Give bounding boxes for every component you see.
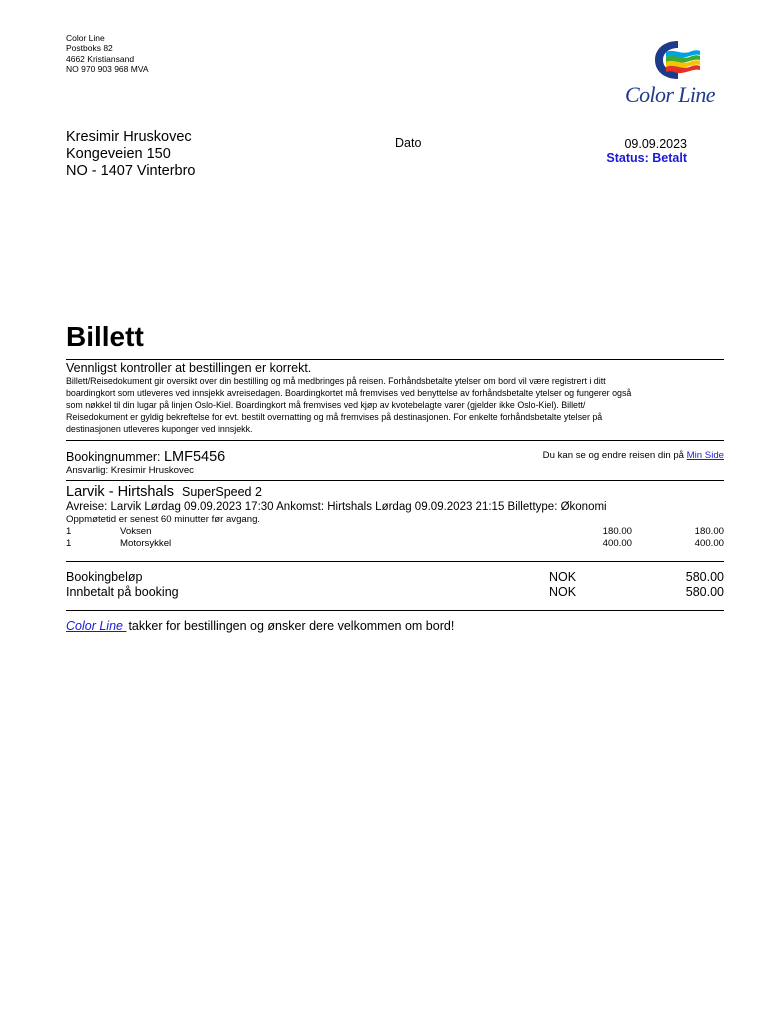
info-line: destinasjonen utleveres kuponger ved innsjekk. bbox=[66, 423, 253, 434]
color-line-flag-logo-icon bbox=[652, 39, 702, 81]
line-item-qty: 1 bbox=[66, 526, 72, 537]
divider bbox=[66, 480, 724, 481]
line-item bbox=[66, 526, 724, 538]
recipient-address bbox=[66, 129, 196, 180]
journey-details: Avreise: Larvik Lørdag 09.09.2023 17:30 Ankomst: Hirtshals Lørdag 09.09.2023 21:15 Billettype: Økonomi bbox=[66, 501, 607, 513]
thanks-text: takker for bestillingen og ønsker dere velkommen om bord! bbox=[128, 619, 455, 633]
paid-row bbox=[66, 585, 724, 601]
sender-line: Color Line bbox=[66, 33, 105, 43]
sender-line: NO 970 903 968 MVA bbox=[66, 63, 149, 74]
total-currency: NOK bbox=[549, 570, 577, 584]
line-item-desc: Motorsykkel bbox=[120, 538, 172, 549]
route-row bbox=[66, 484, 262, 500]
paid-label: Innbetalt på booking bbox=[66, 585, 179, 599]
line-item-desc: Voksen bbox=[120, 526, 152, 537]
info-paragraph bbox=[66, 376, 724, 436]
route-name: Larvik - Hirtshals bbox=[66, 484, 174, 500]
total-row bbox=[66, 570, 724, 586]
checkin-note: Oppmøtetid er senest 60 minutter før avgang. bbox=[66, 514, 261, 525]
change-booking-note bbox=[440, 450, 724, 461]
status-badge: Status: Betalt bbox=[606, 151, 687, 165]
change-booking-text: Du kan se og endre reisen din på bbox=[542, 450, 687, 461]
recipient-street: Kongeveien 150 bbox=[66, 146, 171, 162]
total-label: Bookingbeløp bbox=[66, 570, 143, 584]
divider bbox=[66, 440, 724, 441]
info-line: Billett/Reisedokument gir oversikt over din bestilling og må medbringes på reisen. Forhåndsbetalte ytelser om bord vil være registrert i ditt bbox=[66, 376, 606, 386]
info-line: Reisedokument er gyldig bekreftelse for evt. bestilt overnatting og må fremvises på destinasjonen. For enkelte forhåndsbetalte ytelser på bbox=[66, 411, 603, 422]
divider bbox=[66, 359, 724, 360]
recipient-name: Kresimir Hruskovec bbox=[66, 129, 192, 145]
thanks-message bbox=[66, 619, 454, 633]
sender-line: 4662 Kristiansand bbox=[66, 53, 135, 64]
booking-number-label: Bookingnummer: bbox=[66, 450, 164, 464]
line-item-total: 180.00 bbox=[694, 526, 724, 537]
min-side-link[interactable]: Min Side bbox=[686, 450, 724, 461]
line-item bbox=[66, 538, 724, 550]
page-title: Billett bbox=[66, 321, 144, 352]
responsible-person: Ansvarlig: Kresimir Hruskovec bbox=[66, 465, 194, 476]
date-label: Dato bbox=[395, 136, 422, 150]
booking-number: LMF5456 bbox=[163, 449, 226, 465]
info-line: boardingkort som utleveres ved innsjekk avreisedagen. Boardingkortet må fremvises ved benyttelse av forhåndsbetalte ytelser og fungerer også bbox=[66, 387, 632, 398]
info-line: som nøkkel til din lugar på linjen Oslo-Kiel. Boardingkort må fremvises ved kjøp av kvotebelagte varer (gjelder ikke Oslo-Kiel). Billett/ bbox=[66, 399, 586, 410]
paid-amount: 580.00 bbox=[685, 585, 724, 599]
recipient-city: NO - 1407 Vinterbro bbox=[66, 163, 196, 179]
line-item-unit-price: 400.00 bbox=[602, 538, 632, 549]
line-item-total: 400.00 bbox=[694, 538, 724, 549]
divider bbox=[66, 610, 724, 611]
divider bbox=[66, 561, 724, 562]
date-value: 09.09.2023 bbox=[624, 137, 687, 151]
ship-name: SuperSpeed 2 bbox=[182, 485, 262, 499]
total-amount: 580.00 bbox=[685, 570, 724, 584]
color-line-link[interactable]: Color Line bbox=[66, 619, 127, 633]
booking-number-row bbox=[66, 449, 225, 465]
sender-line: Postboks 82 bbox=[66, 43, 113, 54]
logo-wordmark: Color Line bbox=[625, 82, 715, 107]
check-notice: Vennligst kontroller at bestillingen er korrekt. bbox=[66, 361, 312, 375]
sender-address bbox=[66, 33, 149, 74]
line-item-qty: 1 bbox=[66, 538, 72, 549]
color-line-logo bbox=[624, 39, 726, 107]
line-item-unit-price: 180.00 bbox=[602, 526, 632, 537]
paid-currency: NOK bbox=[549, 585, 577, 599]
